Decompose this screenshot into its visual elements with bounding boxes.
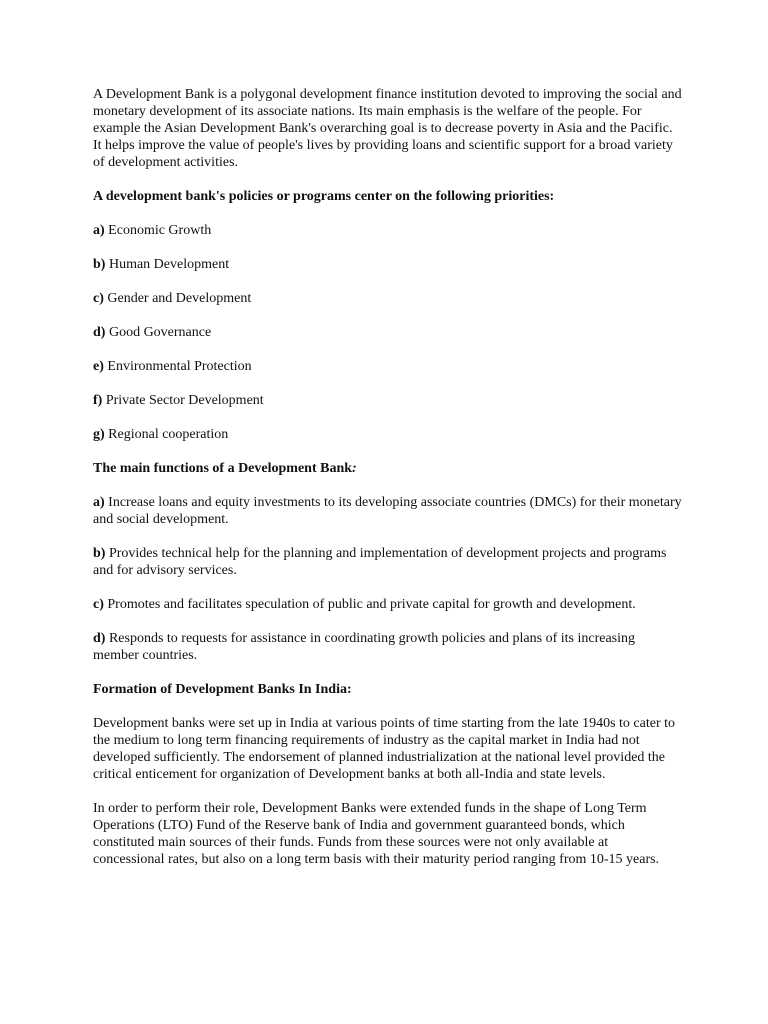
function-item-a [93, 494, 683, 528]
priority-item-e [93, 358, 683, 375]
item-letter: a) [93, 495, 105, 510]
item-letter: c) [93, 597, 104, 612]
item-letter: b) [93, 257, 106, 272]
priority-item-c [93, 290, 683, 307]
item-text: Gender and Development [107, 291, 252, 306]
item-letter: c) [93, 291, 104, 306]
function-item-b [93, 545, 683, 579]
item-letter: e) [93, 359, 104, 374]
item-text: Human Development [108, 257, 230, 272]
priority-item-b [93, 256, 683, 273]
functions-heading [93, 460, 683, 477]
item-text: Promotes and facilitates speculation of public and private capital for growth and development. [107, 597, 636, 612]
function-item-c [93, 596, 683, 613]
formation-heading: Formation of Development Banks In India: [93, 682, 352, 697]
priority-item-d [93, 324, 683, 341]
item-text: Good Governance [108, 325, 212, 340]
priority-item-a [93, 222, 683, 239]
priority-item-f [93, 392, 683, 409]
item-letter: b) [93, 546, 106, 561]
functions-heading-text: The main functions of a Development Bank [93, 461, 353, 476]
item-letter: g) [93, 427, 105, 442]
function-item-d [93, 630, 683, 664]
item-letter: d) [93, 325, 106, 340]
priority-item-g [93, 426, 683, 443]
formation-paragraph-2: In order to perform their role, Development Banks were extended funds in the shape of Long Term Operations (LTO) Fund of the Reserve bank of India and government guaranteed bonds, which constituted main sources of their funds. Funds from these sources were not only available at concessional rates, but also on a long term basis with their maturity period ranging from 10-15 years. [93, 801, 660, 867]
item-text: Environmental Protection [107, 359, 252, 374]
item-letter: d) [93, 631, 106, 646]
item-text: Economic Growth [108, 223, 212, 238]
item-text: Responds to requests for assistance in coordinating growth policies and plans of its increasing member countries. [93, 631, 636, 663]
item-letter: a) [93, 223, 105, 238]
item-text: Increase loans and equity investments to its developing associate countries (DMCs) for their monetary and social development. [93, 495, 682, 527]
formation-paragraph-1: Development banks were set up in India at various points of time starting from the late 1940s to cater to the medium to long term financing requirements of industry as the capital market in India had not developed sufficiently. The endorsement of planned industrialization at the national level provided the critical enticement for organization of Development banks at both all-India and state levels. [93, 716, 676, 782]
item-letter: f) [93, 393, 103, 408]
item-text: Provides technical help for the planning and implementation of development projects and programs and for advisory services. [93, 546, 667, 578]
item-text: Regional cooperation [108, 427, 229, 442]
item-text: Private Sector Development [105, 393, 264, 408]
functions-heading-colon: : [352, 461, 357, 476]
intro-paragraph: A Development Bank is a polygonal development finance institution devoted to improving the social and monetary development of its associate nations. Its main emphasis is the welfare of the people. For example the Asian Development Bank's overarching goal is to decrease poverty in Asia and the Pacific. It helps improve the value of people's lives by providing loans and scientific support for a broad variety of development activities. [93, 87, 682, 170]
priorities-heading: A development bank's policies or programs center on the following priorities: [93, 189, 555, 204]
document-page [93, 86, 683, 885]
